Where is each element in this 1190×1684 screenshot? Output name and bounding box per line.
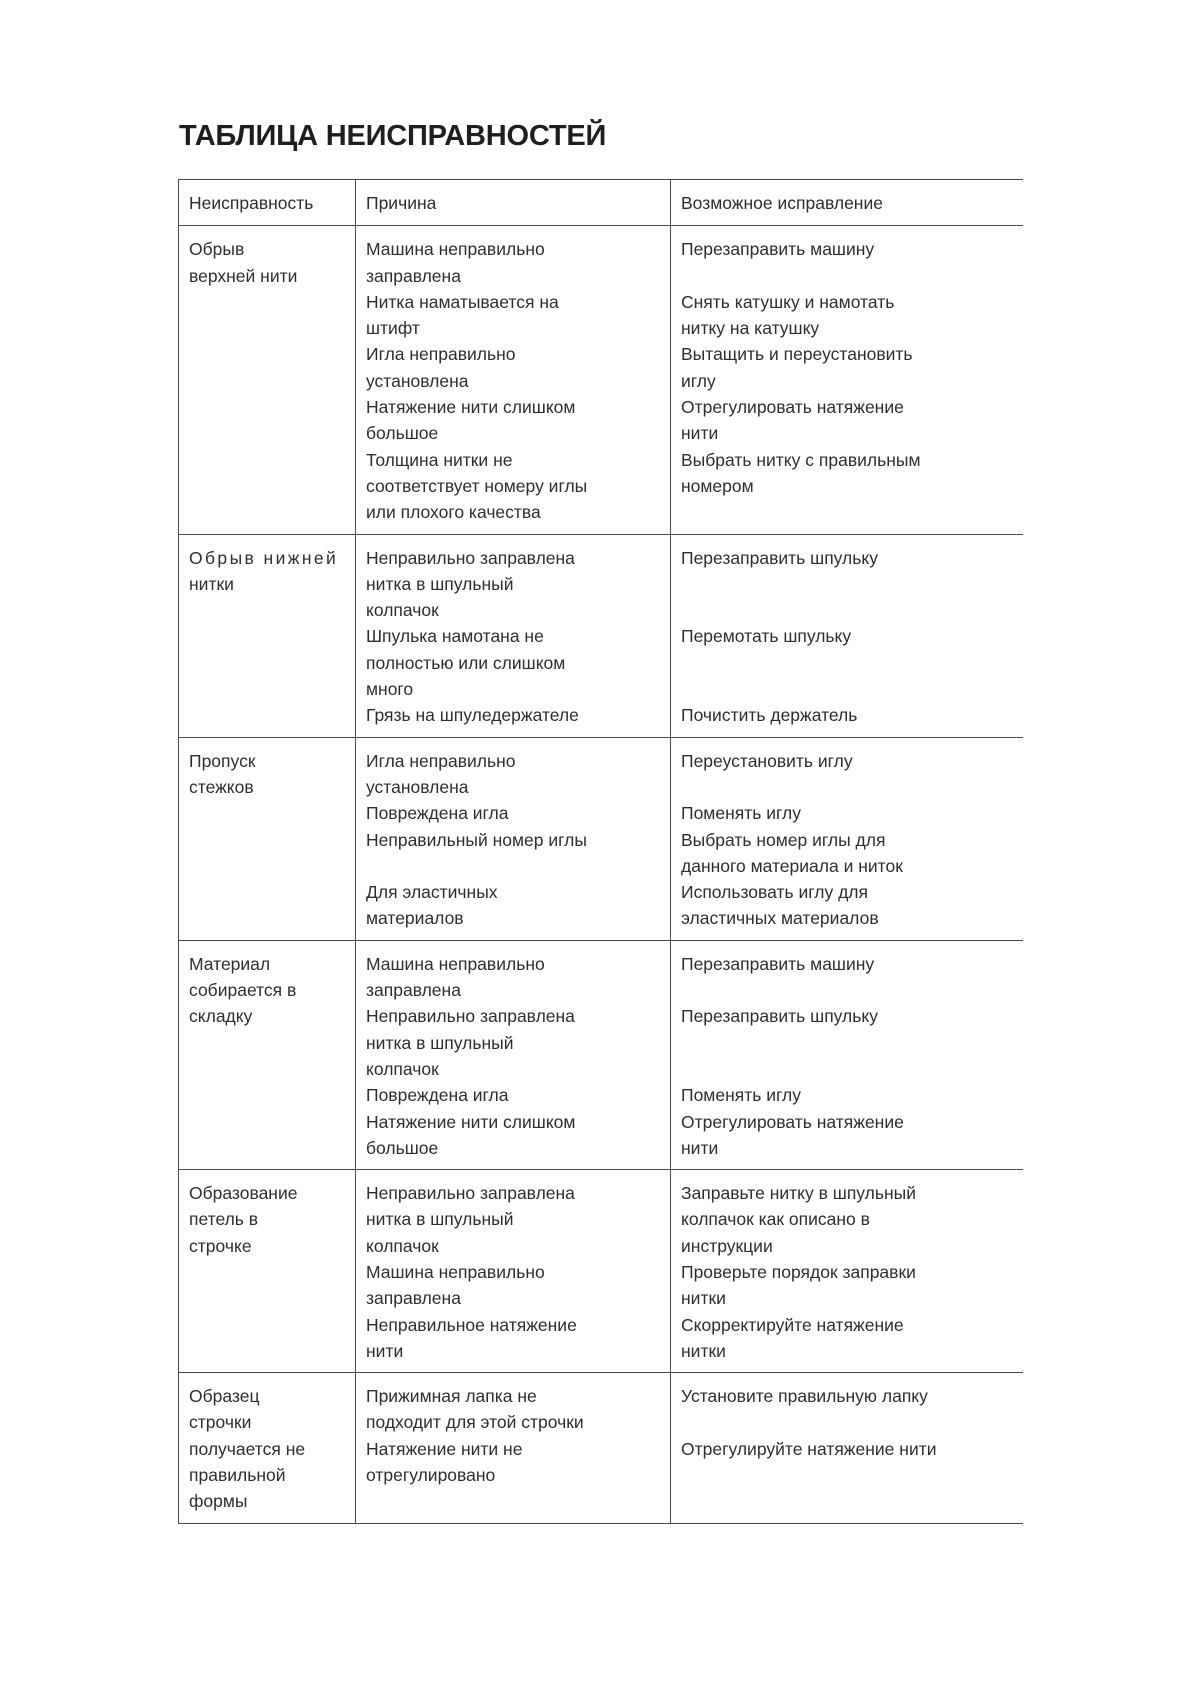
- header-fix: Возможное исправление: [671, 180, 1026, 226]
- fix-line: Снять катушку и намотать: [681, 291, 895, 312]
- fix-line: Выбрать номер иглы для: [681, 829, 886, 850]
- cause-line: Игла неправильно: [366, 750, 516, 771]
- cause-cell: [356, 1373, 671, 1523]
- fix-line: Отрегулировать натяжение: [681, 1111, 904, 1132]
- header-cause: Причина: [356, 180, 671, 226]
- fix-line: Отрегулируйте натяжение нити: [681, 1438, 937, 1459]
- fault-cell: [179, 534, 356, 737]
- fault-line: Материал: [189, 953, 271, 974]
- fix-line: Выбрать нитку с правильным: [681, 449, 921, 470]
- cause-line: заправлена: [366, 1288, 461, 1309]
- table-row: [179, 1373, 1026, 1523]
- cause-line: нитка в шпульный: [366, 573, 514, 594]
- cause-cell: [356, 1170, 671, 1373]
- cause-line: отрегулировано: [366, 1465, 496, 1486]
- fix-line: данного материала и ниток: [681, 855, 903, 876]
- cause-line: Натяжение нити слишком: [366, 1111, 576, 1132]
- fix-line: [681, 1409, 1015, 1435]
- fix-line: номером: [681, 475, 754, 496]
- fault-line: получается не: [189, 1438, 306, 1459]
- fix-line: нитки: [681, 1340, 726, 1361]
- cause-line: колпачок: [366, 1058, 439, 1079]
- cause-line: заправлена: [366, 265, 461, 286]
- cause-line: подходит для этой строчки: [366, 1412, 584, 1433]
- fault-cell: [179, 940, 356, 1169]
- cause-line: Толщина нитки не: [366, 449, 513, 470]
- fix-line: [681, 263, 1015, 289]
- fix-line: Поменять иглу: [681, 803, 801, 824]
- fault-line: правильной: [189, 1465, 286, 1486]
- cause-line: Прижимная лапка не: [366, 1386, 537, 1407]
- fix-line: нити: [681, 1137, 719, 1158]
- cause-line: Грязь на шпуледержателе: [366, 705, 579, 726]
- fix-cell: [671, 226, 1026, 534]
- fault-line: собирается в: [189, 980, 297, 1001]
- header-fault: Неисправность: [179, 180, 356, 226]
- fix-line: нити: [681, 423, 719, 444]
- cause-line: штифт: [366, 318, 420, 339]
- fault-line: стежков: [189, 776, 254, 797]
- fix-line: [681, 650, 1015, 676]
- cause-cell: [356, 534, 671, 737]
- fault-line: Образец: [189, 1386, 260, 1407]
- cause-line: установлена: [366, 370, 469, 391]
- fix-line: иглу: [681, 370, 716, 391]
- fault-line: Пропуск: [189, 750, 256, 771]
- fault-line: нитки: [189, 573, 234, 594]
- fix-line: Использовать иглу для: [681, 882, 868, 903]
- cause-cell: [356, 226, 671, 534]
- table-row: [179, 226, 1026, 534]
- fix-line: Установите правильную лапку: [681, 1386, 928, 1407]
- cause-line: колпачок: [366, 1235, 439, 1256]
- fault-cell: [179, 226, 356, 534]
- fix-line: [681, 597, 1015, 623]
- cause-line: Натяжение нити слишком: [366, 397, 576, 418]
- fault-line: Образование: [189, 1183, 298, 1204]
- cause-line: заправлена: [366, 980, 461, 1001]
- cause-line: Неправильно заправлена: [366, 1183, 575, 1204]
- cause-line: нитка в шпульный: [366, 1209, 514, 1230]
- troubleshooting-table: [178, 179, 1026, 1524]
- fault-line: складку: [189, 1006, 253, 1027]
- fix-line: эластичных материалов: [681, 908, 879, 929]
- cause-cell: [356, 940, 671, 1169]
- fix-cell: [671, 737, 1026, 940]
- fix-line: нитки: [681, 1288, 726, 1309]
- fault-line: петель в: [189, 1209, 259, 1230]
- fix-line: колпачок как описано в: [681, 1209, 870, 1230]
- fault-cell: [179, 1373, 356, 1523]
- cause-line: Повреждена игла: [366, 1085, 509, 1106]
- cause-line: Машина неправильно: [366, 953, 545, 974]
- table-row: [179, 534, 1026, 737]
- fix-line: [681, 1030, 1015, 1056]
- cause-line: установлена: [366, 776, 469, 797]
- fix-line: Перезаправить машину: [681, 239, 875, 260]
- fault-line: Обрыв нижней: [189, 547, 339, 568]
- fix-line: Перезаправить машину: [681, 953, 875, 974]
- cause-line: нитка в шпульный: [366, 1032, 514, 1053]
- cause-line: Машина неправильно: [366, 1261, 545, 1282]
- cause-line: Натяжение нити не: [366, 1438, 523, 1459]
- cause-line: большое: [366, 1137, 439, 1158]
- table-row: [179, 940, 1026, 1169]
- fix-line: [681, 1056, 1015, 1082]
- fix-line: Скорректируйте натяжение: [681, 1314, 904, 1335]
- page-title: ТАБЛИЦА НЕИСПРАВНОСТЕЙ: [179, 120, 607, 152]
- cause-line: Шпулька намотана не: [366, 626, 544, 647]
- cause-line: нити: [366, 1340, 404, 1361]
- fix-line: Почистить держатель: [681, 705, 858, 726]
- cause-line: полностью или слишком: [366, 652, 566, 673]
- fault-cell: [179, 1170, 356, 1373]
- fix-line: Проверьте порядок заправки: [681, 1261, 916, 1282]
- fix-cell: [671, 940, 1026, 1169]
- fix-line: инструкции: [681, 1235, 773, 1256]
- fix-line: Перемотать шпульку: [681, 626, 852, 647]
- fix-line: Вытащить и переустановить: [681, 344, 913, 365]
- fault-line: формы: [189, 1491, 248, 1512]
- fix-cell: [671, 534, 1026, 737]
- fault-line: верхней нити: [189, 265, 298, 286]
- fault-line: Обрыв: [189, 239, 245, 260]
- cause-line: Неправильный номер иглы: [366, 829, 587, 850]
- fix-line: Перезаправить шпульку: [681, 547, 878, 568]
- fix-line: Переустановить иглу: [681, 750, 853, 771]
- fix-line: [681, 977, 1015, 1003]
- fix-line: Заправьте нитку в шпульный: [681, 1183, 917, 1204]
- cause-line: много: [366, 679, 414, 700]
- fix-line: [681, 774, 1015, 800]
- cause-cell: [356, 737, 671, 940]
- cause-line: материалов: [366, 908, 464, 929]
- cause-line: Нитка наматывается на: [366, 291, 559, 312]
- fault-line: строчке: [189, 1235, 252, 1256]
- table-row: [179, 737, 1026, 940]
- page-edge-mask: [1023, 170, 1190, 1530]
- fix-line: Поменять иглу: [681, 1085, 801, 1106]
- fault-cell: [179, 737, 356, 940]
- fix-cell: [671, 1373, 1026, 1523]
- cause-line: соответствует номеру иглы: [366, 475, 588, 496]
- cause-line: большое: [366, 423, 439, 444]
- cause-line: Неправильно заправлена: [366, 547, 575, 568]
- table-row: [179, 1170, 1026, 1373]
- cause-line: Для эластичных: [366, 882, 498, 903]
- cause-line: колпачок: [366, 600, 439, 621]
- fix-line: Отрегулировать натяжение: [681, 397, 904, 418]
- cause-line: Машина неправильно: [366, 239, 545, 260]
- cause-line: [366, 853, 660, 879]
- fix-cell: [671, 1170, 1026, 1373]
- fault-line: строчки: [189, 1412, 252, 1433]
- table-header-row: [179, 180, 1026, 226]
- fix-line: [681, 676, 1015, 702]
- cause-line: Неправильное натяжение: [366, 1314, 577, 1335]
- cause-line: Повреждена игла: [366, 803, 509, 824]
- fix-line: нитку на катушку: [681, 318, 820, 339]
- cause-line: Неправильно заправлена: [366, 1006, 575, 1027]
- cause-line: Игла неправильно: [366, 344, 516, 365]
- fix-line: [681, 571, 1015, 597]
- fix-line: Перезаправить шпульку: [681, 1006, 878, 1027]
- cause-line: или плохого качества: [366, 502, 541, 523]
